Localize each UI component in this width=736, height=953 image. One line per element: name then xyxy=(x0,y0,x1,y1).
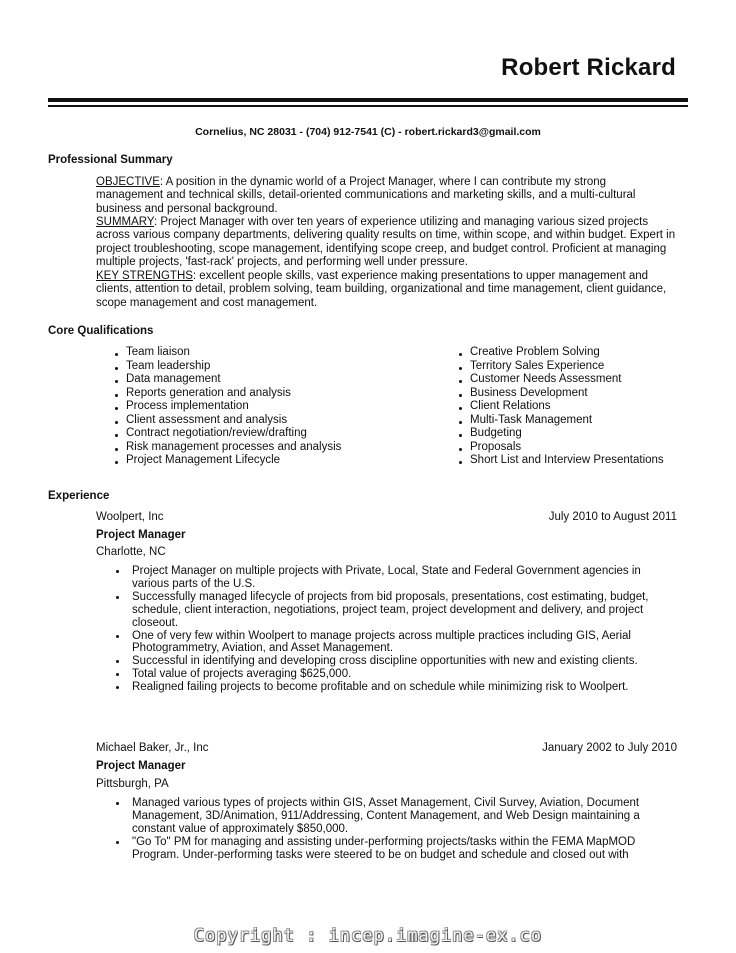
job-title: Project Manager xyxy=(96,760,186,772)
strengths-paragraph xyxy=(96,270,676,310)
strengths-text: : excellent people skills, vast experience making presentations to upper management and clients, attention to detail, problem solving, team building, organizational and time management, client guidance, scope management and cost management. xyxy=(96,270,667,309)
qualifications-heading: Core Qualifications xyxy=(48,325,154,337)
candidate-name: Robert Rickard xyxy=(501,54,676,81)
experience-heading: Experience xyxy=(48,490,110,502)
qualification-item: Reports generation and analysis xyxy=(114,387,341,401)
qualification-item: Short List and Interview Presentations xyxy=(458,454,664,468)
job-location: Pittsburgh, PA xyxy=(96,778,169,790)
company-name: Michael Baker, Jr., Inc xyxy=(96,742,209,754)
qualification-item: Contract negotiation/review/drafting xyxy=(114,427,341,441)
qualification-item: Customer Needs Assessment xyxy=(458,373,664,387)
summary-text: : Project Manager with over ten years of experience utilizing and managing various sized projects across various company departments, delivering quality results on time, within scope, and within budget. Expert in project troubleshooting, scope management, identifying scope creep, and budget control. Proficient at managing multiple projects, 'fast-rack' projects, and performing well under pressure. xyxy=(96,216,676,268)
header-rule-thin xyxy=(48,105,688,107)
job-location: Charlotte, NC xyxy=(96,546,166,558)
summary-label: SUMMARY xyxy=(96,216,154,228)
qualification-item: Client Relations xyxy=(458,400,664,414)
qualification-item: Data management xyxy=(114,373,341,387)
job-bullet: Managed various types of projects within GIS, Asset Management, Civil Survey, Aviation, Document Management, 3D/Animation, 911/Addressing, Content Management, and Web Design maintaining a constant value of approximately $850,000. xyxy=(132,797,676,836)
job-bullet: Successful in identifying and developing cross discipline opportunities with new and existing clients. xyxy=(132,655,676,668)
job-title: Project Manager xyxy=(96,529,186,541)
copyright-watermark: Copyright : incep.imagine-ex.co xyxy=(193,926,543,946)
company-name: Woolpert, Inc xyxy=(96,511,164,523)
qualifications-right-list xyxy=(458,346,664,468)
summary-paragraph xyxy=(96,216,676,269)
job-bullet: Total value of projects averaging $625,000. xyxy=(132,668,676,681)
job-bullet: Project Manager on multiple projects with Private, Local, State and Federal Government agencies in various parts of the U.S. xyxy=(132,565,676,591)
qualification-item: Project Management Lifecycle xyxy=(114,454,341,468)
qualifications-left-list xyxy=(114,346,341,468)
summary-heading: Professional Summary xyxy=(48,154,173,166)
job-bullet: Realigned failing projects to become profitable and on schedule while minimizing risk to Woolpert. xyxy=(132,681,676,694)
job-bullet: "Go To" PM for managing and assisting under-performing projects/tasks within the FEMA MapMOD Program. Under-performing tasks were steered to be on budget and schedule and closed out with xyxy=(132,836,676,862)
qualification-item: Team leadership xyxy=(114,360,341,374)
header-rule-thick xyxy=(48,98,688,102)
qualification-item: Process implementation xyxy=(114,400,341,414)
contact-line: Cornelius, NC 28031 - (704) 912-7541 (C) - robert.rickard3@gmail.com xyxy=(195,126,541,138)
job-bullet-list xyxy=(132,565,676,694)
job-bullet-list xyxy=(132,797,676,862)
objective-text: : A position in the dynamic world of a Project Manager, where I can contribute my strong management and technical skills, detail-oriented communications and marketing skills, and a multi-cultural business and personal background. xyxy=(96,176,636,215)
job-bullet: Successfully managed lifecycle of projects from bid proposals, presentations, cost estimating, budget, schedule, client interaction, negotiations, project team, project development and delivery, and project closeout. xyxy=(132,591,676,630)
qualification-item: Proposals xyxy=(458,441,664,455)
objective-label: OBJECTIVE xyxy=(96,176,160,188)
job-dates: July 2010 to August 2011 xyxy=(548,511,677,523)
job-bullet: One of very few within Woolpert to manage projects across multiple practices including GIS, Aerial Photogrammetry, Aviation, and Asset Management. xyxy=(132,630,676,656)
job-dates: January 2002 to July 2010 xyxy=(542,742,677,754)
qualification-item: Territory Sales Experience xyxy=(458,360,664,374)
qualification-item: Creative Problem Solving xyxy=(458,346,664,360)
qualification-item: Team liaison xyxy=(114,346,341,360)
qualification-item: Budgeting xyxy=(458,427,664,441)
qualification-item: Business Development xyxy=(458,387,664,401)
qualification-item: Client assessment and analysis xyxy=(114,414,341,428)
qualification-item: Multi-Task Management xyxy=(458,414,664,428)
strengths-label: KEY STRENGTHS xyxy=(96,270,193,282)
objective-paragraph xyxy=(96,176,676,216)
qualification-item: Risk management processes and analysis xyxy=(114,441,341,455)
